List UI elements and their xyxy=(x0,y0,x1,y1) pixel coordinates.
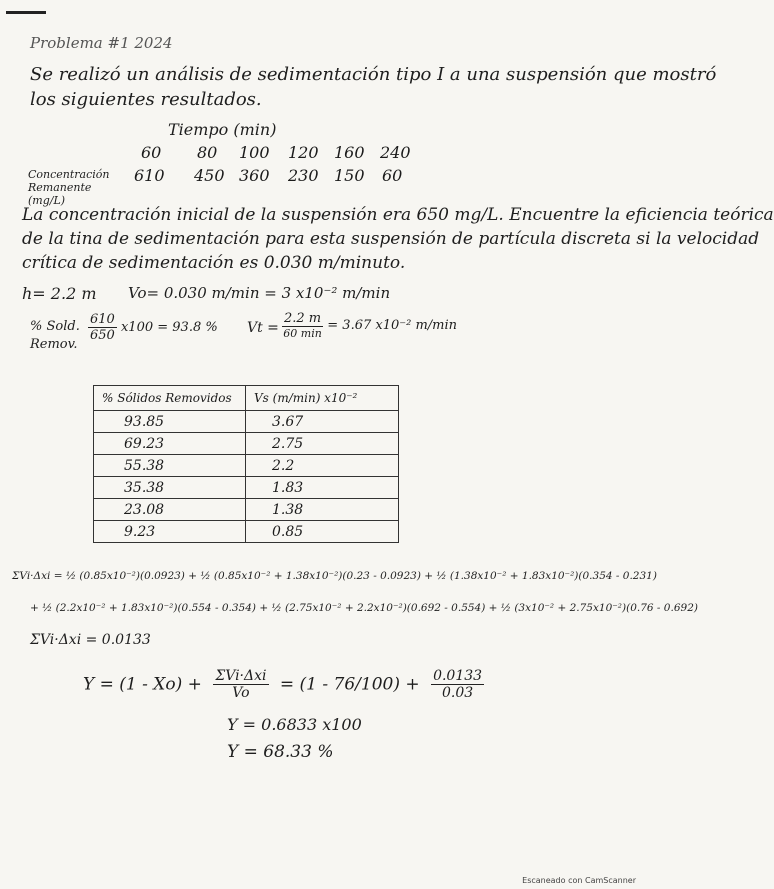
question-line-2: de la tina de sedimentación para esta suspensión de partícula discreta si la velocidad xyxy=(22,229,760,249)
calc2-numerator: 2.2 m xyxy=(284,311,322,326)
calc1-result: x100 = 93.8 % xyxy=(120,320,218,335)
concentration-label: Concentración Remanente (mg/L) xyxy=(28,168,110,207)
statement-line-2: los siguientes resultados. xyxy=(30,89,262,110)
solids-cell: 9.23 xyxy=(94,521,246,543)
header-solids: % Sólidos Removidos xyxy=(94,386,246,411)
top-rule xyxy=(6,11,46,14)
table-row xyxy=(94,477,399,499)
table-row xyxy=(94,521,399,543)
fraction xyxy=(213,668,268,701)
time-header: Tiempo (min) xyxy=(168,120,277,139)
conc-value: 450 xyxy=(194,166,225,185)
results-table xyxy=(93,385,399,543)
results-header-row xyxy=(94,386,399,411)
statement-line-1: Se realizó un análisis de sedimentación tipo I a una suspensión que mostró xyxy=(30,64,717,85)
sum-line-2: + ½ (2.2x10⁻² + 1.83x10⁻²)(0.554 - 0.354) + ½ (2.75x10⁻² + 2.2x10⁻²)(0.692 - 0.554) + ½ (3x10⁻² + 2.75x10⁻²)(0.76 - 0.692) xyxy=(30,602,698,614)
solids-cell: 69.23 xyxy=(94,433,246,455)
conc-value: 150 xyxy=(334,166,365,185)
table-row xyxy=(94,433,399,455)
given-velocity: Vo= 0.030 m/min = 3 x10⁻² m/min xyxy=(128,284,391,302)
calc1-fraction xyxy=(88,312,218,343)
eq-mid: = (1 - 76/100) + xyxy=(279,674,420,695)
efficiency-equation xyxy=(83,668,484,701)
velocity-cell: 1.38 xyxy=(246,499,399,521)
conc-value: 610 xyxy=(134,166,165,185)
conc-value: 230 xyxy=(288,166,319,185)
time-value: 240 xyxy=(380,143,411,162)
table-row xyxy=(94,499,399,521)
time-value: 80 xyxy=(197,143,218,162)
table-row xyxy=(94,411,399,433)
solids-cell: 35.38 xyxy=(94,477,246,499)
fraction xyxy=(431,668,484,701)
header-velocity: Vs (m/min) x10⁻² xyxy=(246,386,399,411)
time-value: 160 xyxy=(334,143,365,162)
eq-lhs: Y = (1 - Xo) + xyxy=(83,674,202,695)
time-value: 60 xyxy=(141,143,162,162)
velocity-cell: 3.67 xyxy=(246,411,399,433)
calc2-denominator: 60 min xyxy=(283,327,322,340)
given-height: h= 2.2 m xyxy=(22,284,97,303)
problem-title: Problema #1 2024 xyxy=(30,34,173,52)
table-row xyxy=(94,455,399,477)
solids-cell: 23.08 xyxy=(94,499,246,521)
time-value: 120 xyxy=(288,143,319,162)
calc1-denominator: 650 xyxy=(90,328,115,343)
calc2-result: = 3.67 x10⁻² m/min xyxy=(327,318,458,333)
calc2-fraction xyxy=(282,311,457,340)
solids-cell: 93.85 xyxy=(94,411,246,433)
fraction xyxy=(88,312,117,343)
velocity-cell: 1.83 xyxy=(246,477,399,499)
question-line-3: crítica de sedimentación es 0.030 m/minuto. xyxy=(22,253,406,273)
result-line-2: Y = 68.33 % xyxy=(227,742,334,762)
eq-frac2-den: 0.03 xyxy=(441,685,474,701)
solids-cell: 55.38 xyxy=(94,455,246,477)
result-line-1: Y = 0.6833 x100 xyxy=(227,715,362,734)
question-line-1: La concentración inicial de la suspensión era 650 mg/L. Encuentre la eficiencia teórica xyxy=(22,205,774,225)
eq-frac2-num: 0.0133 xyxy=(433,668,483,684)
conc-value: 360 xyxy=(239,166,270,185)
velocity-cell: 2.75 xyxy=(246,433,399,455)
conc-value: 60 xyxy=(382,166,403,185)
eq-frac1-num: ΣVi·Δxi xyxy=(215,668,267,684)
velocity-cell: 0.85 xyxy=(246,521,399,543)
sum-result: ΣVi·Δxi = 0.0133 xyxy=(30,632,151,648)
calc1-numerator: 610 xyxy=(90,312,115,327)
fraction xyxy=(282,311,323,340)
velocity-cell: 2.2 xyxy=(246,455,399,477)
calc2-label: Vt = xyxy=(247,320,279,336)
calc1-label: % Sold. Remov. xyxy=(30,319,80,352)
eq-frac1-den: Vo xyxy=(232,685,250,701)
sum-line-1: ΣVi·Δxi = ½ (0.85x10⁻²)(0.0923) + ½ (0.85x10⁻² + 1.38x10⁻²)(0.23 - 0.0923) + ½ (1.38x10⁻² + 1.83x10⁻²)(0.354 - 0.231) xyxy=(12,570,657,582)
scanner-footer: Escaneado con CamScanner xyxy=(522,876,636,885)
time-value: 100 xyxy=(239,143,270,162)
